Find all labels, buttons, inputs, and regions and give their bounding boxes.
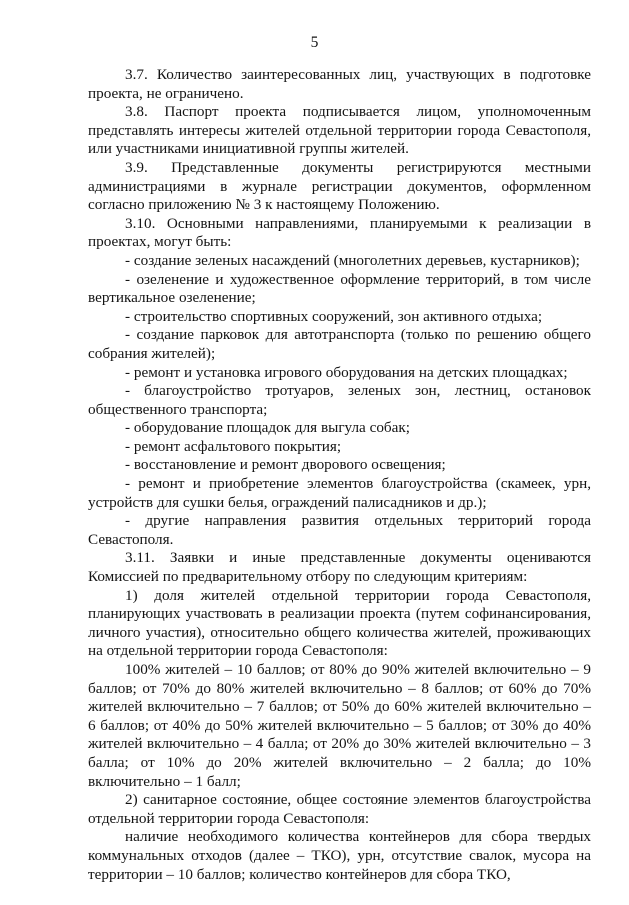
list-item: - оборудование площадок для выгула собак; — [125, 419, 410, 437]
list-item: - благоустройство тротуаров, зеленых зон, лестниц, остановок общественного транспорта; — [88, 382, 591, 418]
list-item: - ремонт и установка игрового оборудования на детских площадках; — [125, 363, 568, 381]
list-item: - другие направления развития отдельных территорий города Севастополя. — [88, 512, 591, 548]
paragraph: наличие необходимого количества контейнеров для сбора твердых коммунальных отходов (далее – ТКО), урн, отсутствие свалок, мусора на территории – 10 баллов; количество контейнеров для сбора ТКО, — [88, 828, 591, 883]
paragraph: 3.7. Количество заинтересованных лиц, участвующих в подготовке проекта, не ограничено. — [88, 66, 591, 102]
document-body — [88, 66, 591, 884]
paragraph: 3.10. Основными направлениями, планируемыми к реализации в проектах, могут быть: — [88, 214, 591, 251]
paragraph: 3.9. Представленные документы регистрируются местными администрациями в журнале регистрации документов, оформленном согласно приложению № 3 к настоящему Положению. — [88, 158, 591, 214]
list-item: - восстановление и ремонт дворового освещения; — [125, 456, 446, 474]
list-item: - создание зеленых насаждений (многолетних деревьев, кустарников); — [125, 251, 580, 269]
paragraph: 100% жителей – 10 баллов; от 80% до 90% жителей включительно – 9 баллов; от 70% до 80% жителей включительно – 8 баллов; от 60% до 70% жителей включительно – 7 баллов; от 50% до 60% жителей включительно – 6 баллов; от 40% до 50% жителей включительно – 5 баллов; от 30% до 40% жителей включительно – 4 балла; от 20% до 30% жителей включительно – 3 балла; от 10% до 20% жителей включительно – 2 балла; до 10% включительно – 1 балл; — [88, 661, 591, 790]
list-item: - строительство спортивных сооружений, зон активного отдыха; — [125, 307, 543, 325]
list-item: - ремонт и приобретение элементов благоустройства (скамеек, урн, устройств для сушки белья, ограждений палисадников и др.); — [88, 475, 591, 511]
paragraph: 1) доля жителей отдельной территории города Севастополя, планирующих участвовать в реализации проекта (путем софинансирования, личного участия), относительно общего количества жителей, проживающих на отдельной территории города Севастополя: — [88, 586, 591, 660]
paragraph: 3.8. Паспорт проекта подписывается лицом, уполномоченным представлять интересы жителей отдельной территории города Севастополя, или участниками инициативной группы жителей. — [88, 103, 591, 158]
list-item: - создание парковок для автотранспорта (только по решению общего собрания жителей); — [88, 326, 591, 362]
list-item: - ремонт асфальтового покрытия; — [125, 437, 342, 455]
page-number: 5 — [310, 34, 319, 51]
paragraph: 3.11. Заявки и иные представленные документы оцениваются Комиссией по предварительному отбору по следующим критериям: — [88, 549, 591, 586]
paragraph: 2) санитарное состояние, общее состояние элементов благоустройства отдельной территории города Севастополя: — [88, 791, 591, 827]
list-item: - озеленение и художественное оформление территорий, в том числе вертикальное озеленение; — [88, 270, 591, 307]
